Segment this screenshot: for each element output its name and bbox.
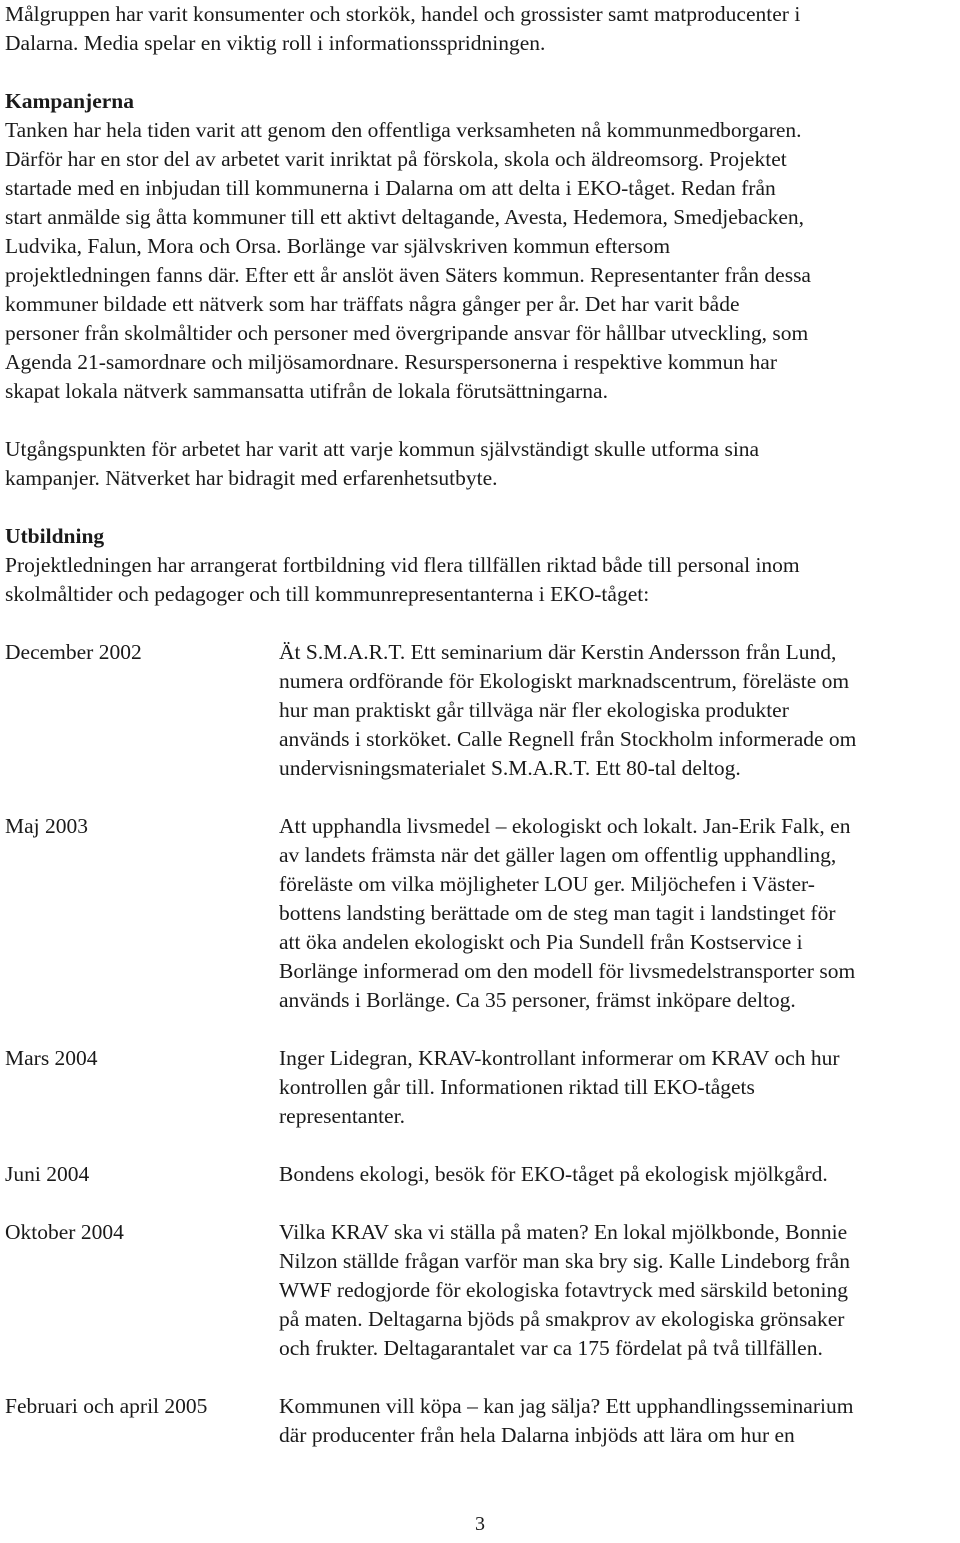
event-description (279, 638, 959, 783)
text-line: Ät S.M.A.R.T. Ett seminarium där Kerstin Andersson från Lund, (279, 640, 837, 664)
text-line: Att upphandla livsmedel – ekologiskt och lokalt. Jan-Erik Falk, en (279, 814, 851, 838)
text-line: skapat lokala nätverk sammansatta utifrån de lokala förutsättningarna. (5, 379, 608, 403)
text-line: start anmälde sig åtta kommuner till ett aktivt deltagande, Avesta, Hedemora, Smedjebacken, (5, 205, 805, 229)
text-line: representanter. (279, 1104, 405, 1128)
kampanjerna-paragraph-2 (5, 435, 957, 493)
text-line: Tanken har hela tiden varit att genom den offentliga verksamheten nå kommunmedborgaren. (5, 118, 802, 142)
event-date: Maj 2003 (5, 814, 89, 838)
event-description (279, 1392, 959, 1450)
text-line: Agenda 21-samordnare och miljösamordnare. Resurspersonerna i respektive kommun har (5, 350, 777, 374)
document-page (5, 0, 957, 1447)
text-line: Borlänge informerad om den modell för livsmedelstransporter som (279, 959, 856, 983)
text-line: projektledningen fanns där. Efter ett år anslöt även Säters kommun. Representanter från dessa (5, 263, 811, 287)
text-line: används i storköket. Calle Regnell från Stockholm informerade om (279, 727, 857, 751)
page-number: 3 (475, 1513, 485, 1535)
event-description (279, 1160, 959, 1189)
event-date: Oktober 2004 (5, 1220, 124, 1244)
text-line: föreläste om vilka möjligheter LOU ger. Miljöchefen i Väster- (279, 872, 815, 896)
event-date: December 2002 (5, 640, 142, 664)
event-date: Mars 2004 (5, 1046, 98, 1070)
section-heading-kampanjerna: Kampanjerna (5, 89, 134, 113)
event-date: Juni 2004 (5, 1162, 90, 1186)
text-line: personer från skolmåltider och personer med övergripande ansvar för hållbar utveckling, som (5, 321, 809, 345)
text-line: kommuner bildade ett nätverk som har träffats några gånger per år. Det har varit både (5, 292, 740, 316)
text-line: Projektledningen har arrangerat fortbildning vid flera tillfällen riktad både till personal inom (5, 553, 800, 577)
text-line: på maten. Deltagarna bjöds på smakprov av ekologiska grönsaker (279, 1307, 845, 1331)
text-line: och frukter. Deltagarantalet var ca 175 fördelat på två tillfällen. (279, 1336, 823, 1360)
text-line: Vilka KRAV ska vi ställa på maten? En lokal mjölkbonde, Bonnie (279, 1220, 848, 1244)
text-line: hur man praktiskt går tillväga när fler ekologiska produkter (279, 698, 789, 722)
text-line: WWF redogjorde för ekologiska fotavtryck med särskild betoning (279, 1278, 849, 1302)
text-line: bottens landsting berättade om de steg man tagit i landstinget för (279, 901, 836, 925)
utbildning-section (5, 522, 957, 609)
text-line: Bondens ekologi, besök för EKO-tåget på ekologisk mjölkgård. (279, 1162, 828, 1186)
text-line: där producenter från hela Dalarna inbjöds att lära om hur en (279, 1423, 795, 1447)
text-line: kontrollen går till. Informationen riktad till EKO-tågets (279, 1075, 755, 1099)
event-description (279, 1218, 959, 1363)
text-line: undervisningsmaterialet S.M.A.R.T. Ett 80-tal deltog. (279, 756, 741, 780)
event-date: Februari och april 2005 (5, 1394, 208, 1418)
text-line: Därför har en stor del av arbetet varit inriktat på förskola, skola och äldreomsorg. Projektet (5, 147, 787, 171)
text-line: av landets främsta när det gäller lagen om offentlig upphandling, (279, 843, 837, 867)
text-line: skolmåltider och pedagoger och till kommunrepresentanterna i EKO-tåget: (5, 582, 650, 606)
text-line: Dalarna. Media spelar en viktig roll i informationsspridningen. (5, 31, 546, 55)
kampanjerna-section (5, 87, 957, 406)
text-line: Kommunen vill köpa – kan jag sälja? Ett upphandlingsseminarium (279, 1394, 854, 1418)
text-line: Inger Lidegran, KRAV-kontrollant informerar om KRAV och hur (279, 1046, 840, 1070)
text-line: Utgångspunkten för arbetet har varit att varje kommun självständigt skulle utforma sina (5, 437, 760, 461)
event-description (279, 812, 959, 1015)
text-line: Målgruppen har varit konsumenter och storkök, handel och grossister samt matproducenter i (5, 2, 801, 26)
text-line: Nilzon ställde frågan varför man ska bry sig. Kalle Lindeborg från (279, 1249, 850, 1273)
text-line: att öka andelen ekologiskt och Pia Sundell från Kostservice i (279, 930, 803, 954)
text-line: startade med en inbjudan till kommunerna i Dalarna om att delta i EKO-tåget. Redan från (5, 176, 776, 200)
section-heading-utbildning: Utbildning (5, 524, 105, 548)
event-description (279, 1044, 959, 1131)
text-line: används i Borlänge. Ca 35 personer, främst inköpare deltog. (279, 988, 796, 1012)
text-line: kampanjer. Nätverket har bidragit med erfarenhetsutbyte. (5, 466, 498, 490)
text-line: numera ordförande för Ekologiskt marknadscentrum, föreläste om (279, 669, 850, 693)
intro-paragraph (5, 0, 957, 58)
text-line: Ludvika, Falun, Mora och Orsa. Borlänge var självskriven kommun eftersom (5, 234, 671, 258)
